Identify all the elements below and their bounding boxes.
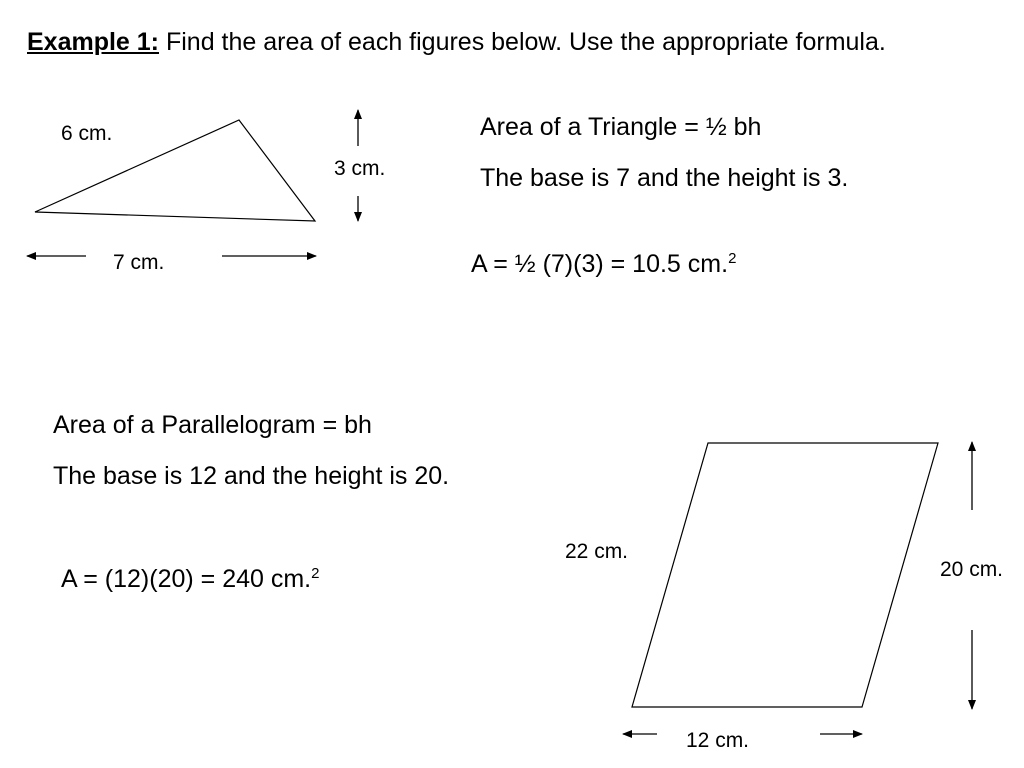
example-label: Example 1: bbox=[27, 28, 160, 56]
triangle-height-label: 3 cm. bbox=[334, 157, 386, 180]
parallelogram-side-label: 22 cm. bbox=[565, 540, 629, 563]
parallelogram-shape bbox=[632, 443, 938, 707]
parallelogram-height-label: 20 cm. bbox=[940, 558, 1004, 581]
parallelogram-given: The base is 12 and the height is 20. bbox=[53, 462, 450, 490]
triangle-base-label: 7 cm. bbox=[113, 251, 165, 274]
parallelogram-answer-exponent: 2 bbox=[311, 565, 320, 582]
parallelogram-base-label: 12 cm. bbox=[686, 729, 750, 752]
triangle-side-label: 6 cm. bbox=[61, 122, 113, 145]
triangle-given: The base is 7 and the height is 3. bbox=[480, 164, 849, 192]
triangle-answer-text: A = ½ (7)(3) = 10.5 cm. bbox=[471, 250, 729, 278]
parallelogram-answer bbox=[61, 567, 319, 592]
parallelogram-answer-text: A = (12)(20) = 240 cm. bbox=[61, 565, 312, 593]
triangle-answer-exponent: 2 bbox=[728, 250, 737, 267]
parallelogram-formula: Area of a Parallelogram = bh bbox=[53, 411, 372, 439]
triangle-formula: Area of a Triangle = ½ bh bbox=[480, 113, 762, 141]
triangle-answer bbox=[471, 252, 736, 277]
example-instructions: Find the area of each figures below. Use the appropriate formula. bbox=[159, 28, 886, 56]
